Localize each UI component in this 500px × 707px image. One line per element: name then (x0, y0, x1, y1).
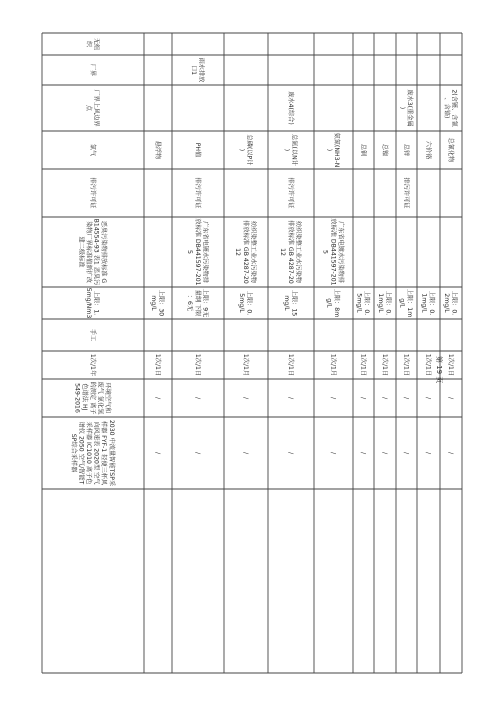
cell-pollutant: 六价铬 (424, 140, 432, 160)
cell-source: 雨水排放口1 (190, 57, 205, 83)
cell-method: / (446, 396, 454, 400)
cell-pollutant: 总镍 (380, 143, 388, 157)
cell-pollutant: 总锌 (402, 143, 410, 157)
cell-freq: 1次/1日 (193, 353, 201, 377)
cell-method: / (380, 396, 388, 400)
cell-std: 广东省电镀水污染物排放标准 DB441597-2015 (321, 218, 344, 286)
cell-std: 纺织染整工业水污染物排放标准 GB 4287-2012 (279, 220, 302, 284)
cell-limit: 上限：0.1mg/L (420, 290, 436, 316)
cell-std: 广东省电镀水污染物排放标准 DB441597-2015 (186, 218, 209, 286)
cell-pollutant: PH值 (193, 142, 201, 158)
cell-freq: 1次/1日 (359, 353, 367, 377)
cell-method: / (329, 396, 337, 400)
table-grid (42, 33, 462, 673)
cell-instr: / (329, 451, 337, 455)
cell-freq: 1次/1日 (402, 353, 410, 377)
cell-std: 恶臭污染物排放标准 GB14554-93 表1 恶臭污染物厂界标准值新扩改建二级标准 (77, 218, 108, 286)
cell-pollutant: 氨氮(NH3-N) (325, 132, 341, 168)
cell-limit: 上限：1mg/L (398, 288, 414, 318)
cell-limit: 上限：30mg/L (150, 289, 165, 317)
cell-freq: 1次/1日 (153, 353, 161, 377)
cell-freq: 1次/1日 (424, 353, 432, 377)
cell-limit: 上限：8mg/L (325, 288, 341, 318)
cell-instr: / (380, 451, 388, 455)
table-cells (70, 38, 459, 486)
cell-method: / (241, 396, 249, 400)
cell-method: / (402, 396, 410, 400)
cell-method: / (424, 396, 432, 400)
cell-instr: / (241, 451, 249, 455)
cell-item: 厂界上风边界点 (85, 89, 100, 127)
cell-limit: 上限：9无量纲 下限：6无 (186, 288, 209, 318)
cell-mode: 手工 (88, 328, 96, 342)
cell-instr: / (402, 451, 410, 455)
cell-instr: 2030 中流量智能TSP采样器 FYF-1 轻便三杯风向风速表 2020型 空气采样器 IC1010 离子色谱仪 2050 空气/智能TSP综合采样器 (69, 419, 115, 487)
cell-freq: 1次/1月 (329, 353, 337, 377)
cell-limit: 上限：0.2mg/L (443, 290, 458, 316)
cell-item: 废水4(综合) (286, 91, 294, 125)
cell-freq: 1次/1日 (286, 353, 294, 377)
page-number: 第 19 页 (435, 356, 443, 384)
cell-instr: / (446, 451, 454, 455)
cell-instr: / (359, 451, 367, 455)
cell-method: / (153, 396, 161, 400)
cell-limit: 上限：0.5mg/L (238, 290, 253, 316)
cell-cat: 无组织 (85, 37, 100, 51)
cell-instr: / (153, 451, 161, 455)
cell-pollutant: 悬浮物 (153, 140, 161, 160)
cell-pollutant: 总氰化物 (446, 137, 454, 163)
cell-method: 环境空气和废气 氯化氢的测定 离子色谱法 HJ 549-2016 (73, 381, 112, 415)
cell-freq: 1次/1日 (380, 353, 388, 377)
cell-instr: / (193, 451, 201, 455)
cell-pollutant: 总磷(以P计) (238, 134, 253, 166)
cell-freq: 1次/1月 (241, 353, 249, 377)
monitoring-table (42, 33, 462, 673)
cell-instr: / (286, 451, 294, 455)
cell-limit: 上限：1.5mg/Nm3 (85, 287, 100, 319)
cell-limit: 上限：0.5mg/L (355, 290, 371, 316)
cell-method: / (286, 396, 294, 400)
cell-req: 排污许可证 (286, 177, 294, 209)
cell-limit: 上限：15mg/L (283, 289, 298, 317)
cell-req: 排污许可证 (193, 177, 201, 209)
cell-source: 厂界 (88, 63, 96, 77)
cell-limit: 上限：0.1mg/L (377, 290, 392, 316)
cell-pollutant: 氯气 (88, 143, 96, 157)
cell-pollutant: 总氮(以N计) (283, 134, 298, 166)
cell-item: 废水3(重金属) (398, 89, 414, 127)
cell-req: 排污许可证 (88, 177, 96, 209)
cell-std: 纺织染整工业水污染物排放标准 GB 4287-2012 (234, 220, 257, 284)
cell-item: 2(含镀、含氰、含铬) (443, 89, 458, 127)
cell-freq: 1次/1年 (88, 353, 96, 377)
cell-req: 排污许可证 (402, 177, 410, 209)
cell-pollutant: 总铜 (359, 143, 367, 157)
cell-freq: 1次/1日 (446, 353, 454, 377)
cell-method: / (193, 396, 201, 400)
cell-method: / (359, 396, 367, 400)
cell-instr: / (424, 451, 432, 455)
